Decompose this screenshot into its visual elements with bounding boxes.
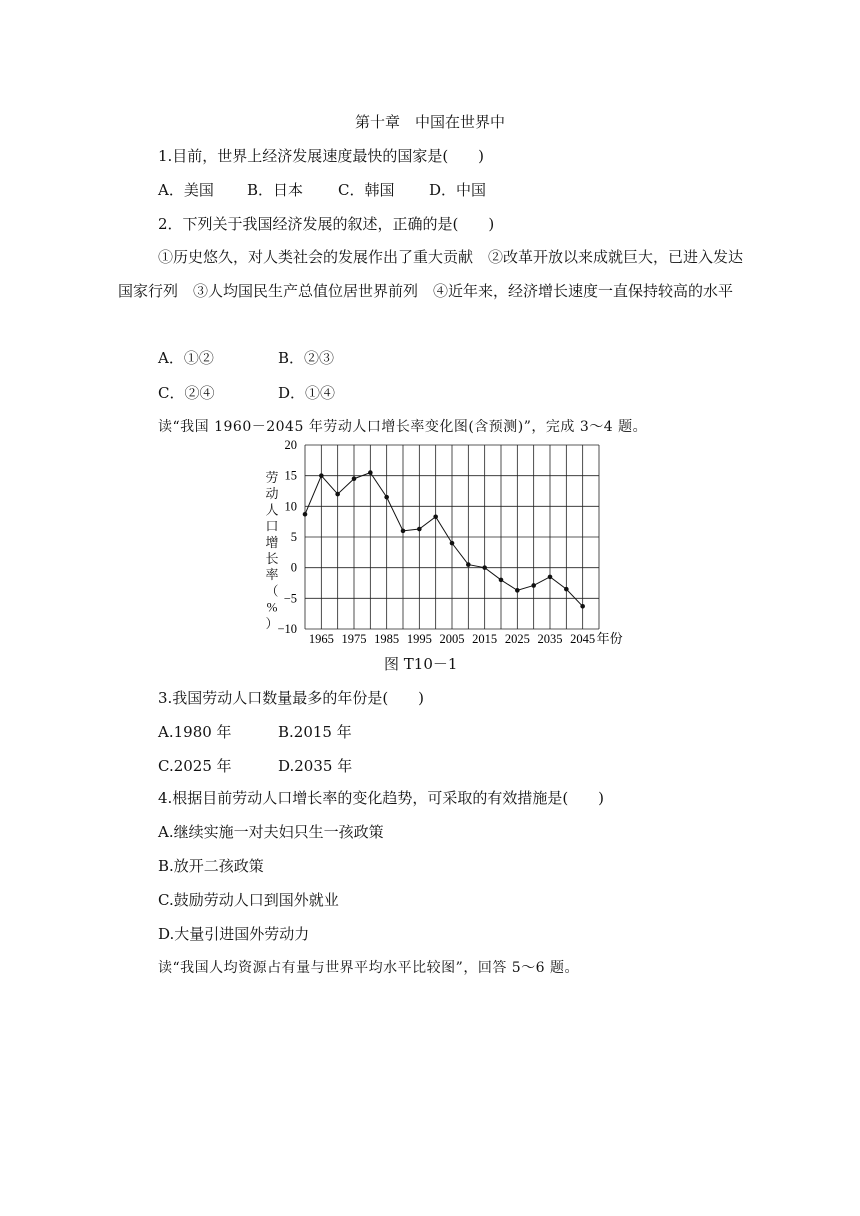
data-point bbox=[401, 529, 406, 534]
x-tick-label: 1965 bbox=[308, 632, 334, 646]
data-point bbox=[417, 527, 422, 532]
data-point bbox=[303, 512, 308, 517]
data-point bbox=[352, 476, 357, 481]
q2-option-b: B．②③ bbox=[278, 349, 335, 367]
q1-option-a: A．美国 bbox=[158, 181, 214, 199]
x-tick-label: 2025 bbox=[504, 632, 530, 646]
x-tick-label: 1975 bbox=[341, 632, 367, 646]
x-tick-label: 1985 bbox=[374, 632, 400, 646]
data-point bbox=[515, 588, 520, 593]
q2-statements: ①历史悠久，对人类社会的发展作出了重大贡献 ②改革开放以来成就巨大，已进入发达国家行列 ③人均国民生产总值位居世界前列 ④近年来，经济增长速度一直保持较高的水平 bbox=[118, 248, 744, 300]
q1-option-c: C．韩国 bbox=[338, 181, 395, 199]
q3-option-c: C.2025 年 bbox=[158, 757, 232, 775]
series-line bbox=[305, 473, 583, 607]
q1-option-b: B．日本 bbox=[247, 181, 304, 199]
q3-option-a: A.1980 年 bbox=[158, 723, 232, 741]
q1-stem: 1.目前，世界上经济发展速度最快的国家是( ) bbox=[158, 147, 485, 165]
q3-option-d: D.2035 年 bbox=[278, 757, 353, 775]
data-point bbox=[499, 578, 504, 583]
data-point bbox=[466, 562, 471, 567]
q2-option-c: C．②④ bbox=[158, 384, 215, 402]
q3-stem: 3.我国劳动人口数量最多的年份是( ) bbox=[158, 689, 425, 707]
data-point bbox=[531, 583, 536, 588]
y-tick-label: 15 bbox=[284, 468, 297, 483]
data-point bbox=[564, 587, 569, 592]
y-tick-label: 5 bbox=[290, 530, 297, 544]
data-point bbox=[450, 541, 455, 546]
intro-5-6: 读“我国人均资源占有量与世界平均水平比较图”，回答 5～6 题。 bbox=[158, 960, 580, 976]
data-point bbox=[482, 565, 487, 570]
y-tick-label: 10 bbox=[284, 499, 297, 514]
data-point bbox=[433, 514, 438, 519]
x-axis-label: 年份 bbox=[596, 631, 623, 646]
q2-stem: 2．下列关于我国经济发展的叙述，正确的是( ) bbox=[158, 215, 495, 233]
data-point bbox=[319, 473, 324, 478]
q4-option-c: C.鼓励劳动人口到国外就业 bbox=[158, 891, 339, 909]
y-tick-label: −10 bbox=[277, 622, 297, 636]
q1-option-d: D．中国 bbox=[429, 181, 487, 199]
y-tick-label: 0 bbox=[290, 560, 297, 575]
x-tick-label: 2015 bbox=[472, 632, 498, 646]
q2-option-d: D．①④ bbox=[278, 384, 336, 402]
x-tick-label: 2035 bbox=[537, 632, 563, 646]
chapter-title: 第十章 中国在世界中 bbox=[354, 113, 505, 131]
y-tick-label: 20 bbox=[284, 438, 297, 452]
y-axis-label: 劳动人口增长率（%） bbox=[265, 470, 279, 631]
q2-option-a: A．①② bbox=[158, 349, 214, 367]
q4-option-b: B.放开二孩政策 bbox=[158, 857, 264, 875]
x-tick-label: 2005 bbox=[439, 632, 465, 646]
intro-3-4: 读“我国 1960－2045 年劳动人口增长率变化图(含预测)”，完成 3～4 题。 bbox=[158, 419, 648, 435]
chart-caption: 图 T10－1 bbox=[384, 655, 458, 673]
y-tick-label: −5 bbox=[283, 591, 297, 606]
q4-option-d: D.大量引进国外劳动力 bbox=[158, 925, 310, 943]
q4-option-a: A.继续实施一对夫妇只生一孩政策 bbox=[158, 823, 384, 841]
x-tick-label: 1995 bbox=[406, 632, 432, 646]
data-point bbox=[384, 495, 389, 500]
q4-stem: 4.根据目前劳动人口增长率的变化趋势，可采取的有效措施是( ) bbox=[158, 789, 605, 807]
x-tick-label: 2045 bbox=[570, 632, 596, 646]
data-point bbox=[580, 604, 585, 609]
data-point bbox=[548, 575, 553, 580]
data-point bbox=[368, 470, 373, 475]
data-point bbox=[335, 492, 340, 497]
q3-option-b: B.2015 年 bbox=[278, 723, 352, 741]
